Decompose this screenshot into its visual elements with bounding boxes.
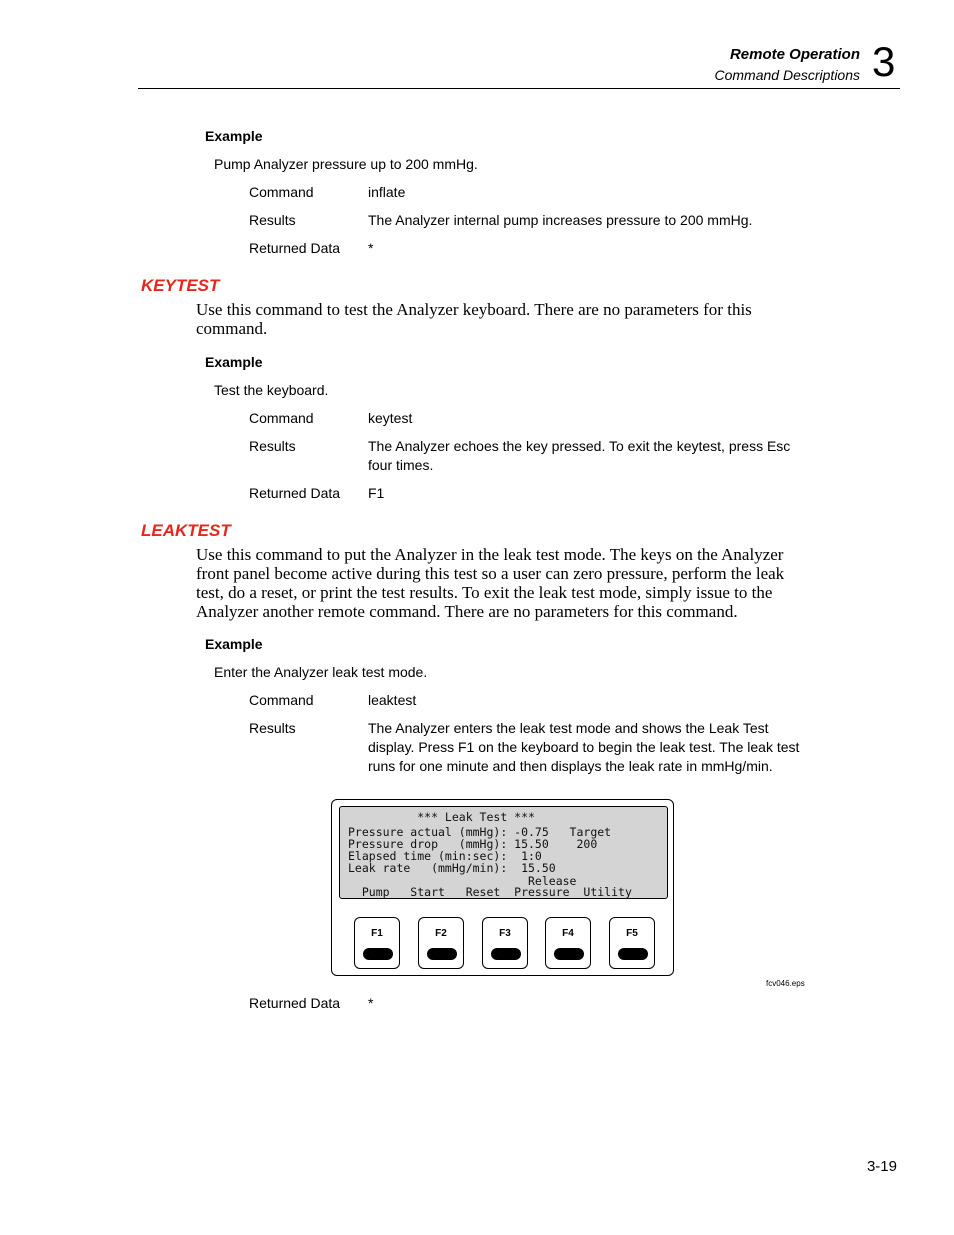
f1-key[interactable] <box>354 917 400 969</box>
row-label-command: Command <box>249 184 314 200</box>
f3-key[interactable] <box>482 917 528 969</box>
example-description: Pump Analyzer pressure up to 200 mmHg. <box>214 156 478 172</box>
display-line: Elapsed time (min:sec): 1:0 <box>348 849 542 863</box>
display-softkey-labels: Pump Start Reset Pressure Utility <box>348 885 632 899</box>
f2-key-label: F2 <box>435 928 447 939</box>
running-head-subtitle: Command Descriptions <box>714 67 860 83</box>
header-rule <box>138 88 900 89</box>
row-label-results: Results <box>249 438 296 454</box>
key-button-icon <box>427 948 457 960</box>
row-value-returned-data: * <box>368 995 374 1011</box>
example-label: Example <box>205 636 263 652</box>
chapter-number: 3 <box>872 38 896 85</box>
row-value-results: The Analyzer echoes the key pressed. To exit the keytest, press Esc four times. <box>368 438 791 473</box>
row-label-returned-data: Returned Data <box>249 240 341 256</box>
row-label-command: Command <box>249 410 314 426</box>
key-button-icon <box>554 948 584 960</box>
section-heading-keytest: KEYTEST <box>141 276 220 295</box>
row-label-command: Command <box>249 692 314 708</box>
section-body-keytest: Use this command to test the Analyzer keyboard. There are no parameters for this command. <box>196 300 752 338</box>
f5-key-label: F5 <box>626 928 638 939</box>
row-value-command: keytest <box>368 410 413 426</box>
key-button-icon <box>491 948 521 960</box>
display-line: Leak rate (mmHg/min): 15.50 <box>348 861 556 875</box>
leak-test-display <box>339 806 668 899</box>
row-label-results: Results <box>249 212 296 228</box>
section-body-leaktest: Use this command to put the Analyzer in the leak test mode. The keys on the Analyzer front panel become active during this test so a user can zero pressure, perform the leak test, do a reset, or print the test results. To exit the leak test mode, simply issue to the Analyzer another remote command. There are no parameters for this command. <box>196 545 785 621</box>
example-label: Example <box>205 128 263 144</box>
row-value-returned-data: F1 <box>368 485 385 501</box>
key-button-icon <box>363 948 393 960</box>
display-line: Pressure drop (mmHg): 15.50 200 <box>348 837 598 851</box>
f4-key-label: F4 <box>562 928 574 939</box>
f4-key[interactable] <box>545 917 591 969</box>
f5-key[interactable] <box>609 917 655 969</box>
running-head-title: Remote Operation <box>729 46 860 63</box>
figure-id: fcv046.eps <box>766 979 805 988</box>
f3-key-label: F3 <box>499 928 511 939</box>
page-number: 3-19 <box>866 1158 897 1175</box>
row-value-results: The Analyzer internal pump increases pressure to 200 mmHg. <box>368 212 753 228</box>
row-value-command: leaktest <box>368 692 417 708</box>
example-description: Test the keyboard. <box>214 382 329 398</box>
display-line: Pressure actual (mmHg): -0.75 Target <box>348 825 612 839</box>
f2-key[interactable] <box>418 917 464 969</box>
row-value-results: The Analyzer enters the leak test mode and shows the Leak Test display. Press F1 on the keyboard to begin the leak test. The leak test runs for one minute and then displays the leak rate in mmHg/min. <box>368 720 800 774</box>
section-heading-leaktest: LEAKTEST <box>141 521 231 540</box>
row-label-returned-data: Returned Data <box>249 995 341 1011</box>
f1-key-label: F1 <box>371 928 383 939</box>
key-button-icon <box>618 948 648 960</box>
example-description: Enter the Analyzer leak test mode. <box>214 664 428 680</box>
row-value-command: inflate <box>368 184 406 200</box>
row-label-returned-data: Returned Data <box>249 485 341 501</box>
display-line: *** Leak Test *** <box>348 810 535 824</box>
display-line: Release <box>348 874 577 888</box>
row-label-results: Results <box>249 720 296 736</box>
row-value-returned-data: * <box>368 240 374 256</box>
example-label: Example <box>205 354 263 370</box>
